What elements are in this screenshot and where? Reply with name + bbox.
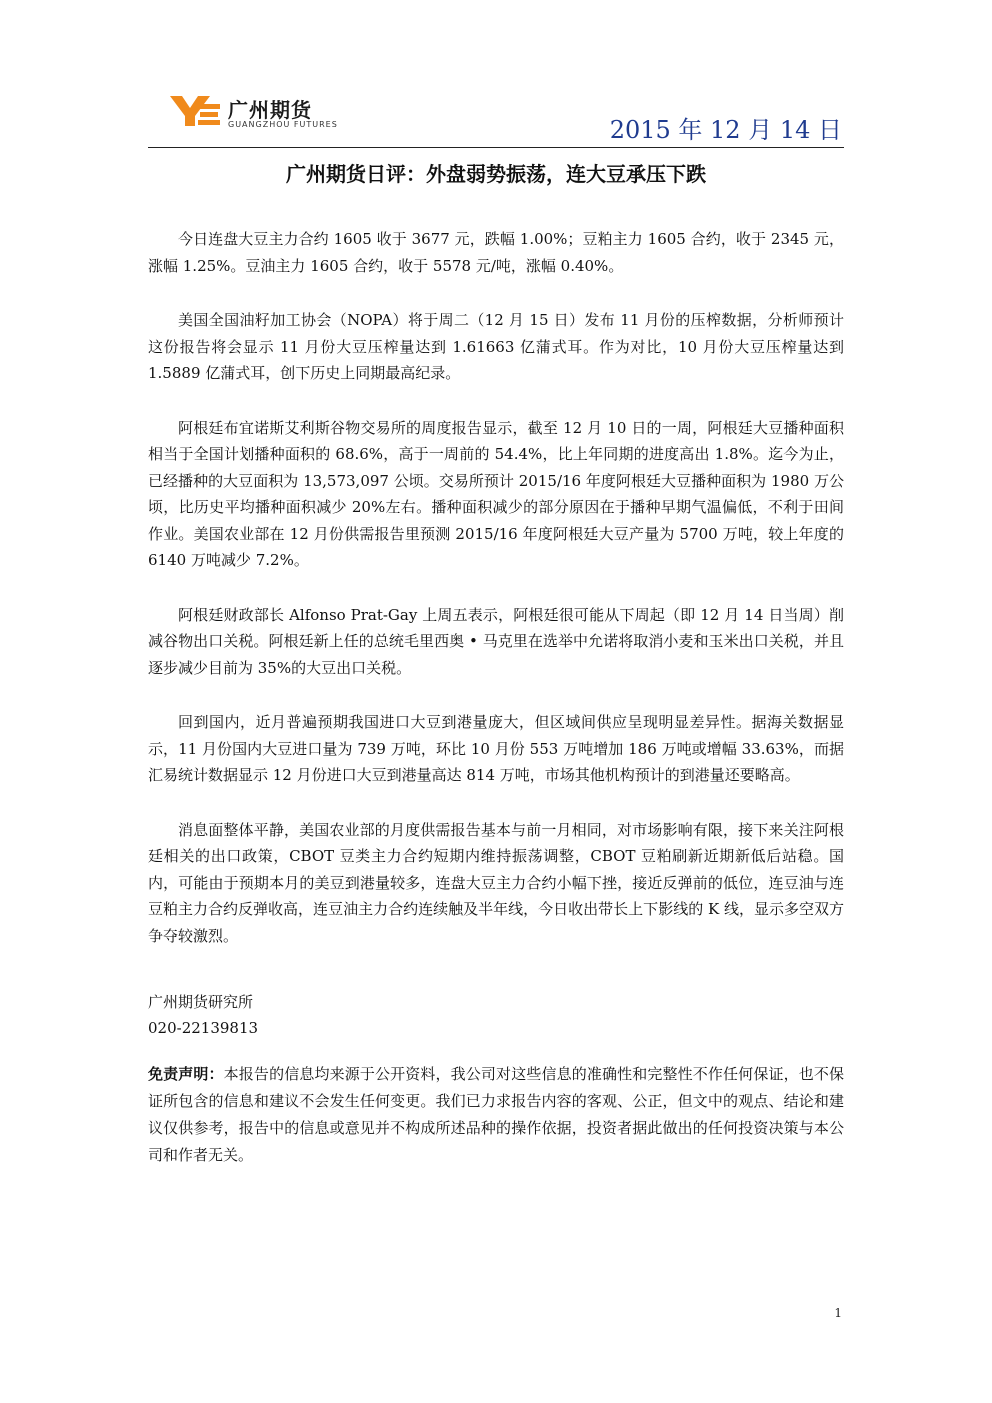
paragraph-nopa: 美国全国油籽加工协会（NOPA）将于周二（12 月 15 日）发布 11 月份的压榨数据，分析师预计这份报告将会显示 11 月份大豆压榨量达到 1.61663 亿蒲式耳。作为对比，10 月份大豆压榨量达到 1.5889 亿蒲式耳，创下历史上同期最高纪录。 [148,311,844,382]
page-header [148,82,844,148]
logo-mark-icon [168,90,224,130]
logo-english-name: GUANGZHOU FUTURES [228,120,338,129]
contact-phone: 020-22139813 [148,1019,259,1037]
report-body [148,226,844,1169]
paragraph-market-close: 今日连盘大豆主力合约 1605 收于 3677 元，跌幅 1.00%；豆粕主力 1605 合约，收于 2345 元，涨幅 1.25%。豆油主力 1605 合约，收于 5578 元/吨，涨幅 0.40%。 [148,230,844,275]
logo-chinese-name: 广州期货 [228,98,312,122]
paragraph-domestic-imports: 回到国内，近月普遍预期我国进口大豆到港量庞大，但区域间供应呈现明显差异性。据海关数据显示，11 月份国内大豆进口量为 739 万吨，环比 10 月份 553 万吨增加 186 万吨或增幅 33.63%，而据汇易统计数据显示 12 月份进口大豆到港量高达 814 万吨，市场其他机构预计的到港量还要略高。 [148,713,844,784]
paragraph-argentina-planting: 阿根廷布宜诺斯艾利斯谷物交易所的周度报告显示，截至 12 月 10 日的一周，阿根廷大豆播种面积相当于全国计划播种面积的 68.6%，高于一周前的 54.4%，比上年同期的进度高出 1.8%。迄今为止，已经播种的大豆面积为 13,573,097 公顷。交易所预计 2015/16 年度阿根廷大豆播种面积为 1980 万公顷，比历史平均播种面积减少 20%左右。播种面积减少的部分原因在于播种早期气温偏低，不利于田间作业。美国农业部在 12 月份供需报告里预测 2015/16 年度阿根廷大豆产量为 5700 万吨，较上年度的 6140 万吨减少 7.2%。 [148,418,844,569]
paragraph-argentina-tariff: 阿根廷财政部长 Alfonso Prat-Gay 上周五表示，阿根廷很可能从下周起（即 12 月 14 日当周）削减谷物出口关税。阿根廷新上任的总统毛里西奥 • 马克里在选举中允诺将取消小麦和玉米出口关税，并且逐步减少目前为 35%的大豆出口关税。 [148,605,844,677]
disclaimer-text: 本报告的信息均来源于公开资料，我公司对这些信息的准确性和完整性不作任何保证，也不保证所包含的信息和建议不会发生任何变更。我们已力求报告内容的客观、公正，但文中的观点、结论和建议仅供参考，报告中的信息或意见并不构成所述品种的操作依据，投资者据此做出的任何投资决策与本公司和作者无关。 [148,1065,844,1164]
contact-block [148,989,844,1041]
disclaimer-label: 免责声明： [148,1065,224,1083]
contact-organization: 广州期货研究所 [148,993,254,1011]
disclaimer [148,1061,844,1169]
company-logo [168,90,348,136]
paragraph-outlook: 消息面整体平静，美国农业部的月度供需报告基本与前一月相同，对市场影响有限，接下来关注阿根廷相关的出口政策，CBOT 豆类主力合约短期内维持振荡调整，CBOT 豆粕刷新近期新低后站稳。国内，可能由于预期本月的美豆到港量较多，连盘大豆主力合约小幅下挫，接近反弹前的低位，连豆油与连豆粕主力合约反弹收高，连豆油主力合约连续触及半年线，今日收出带长上下影线的 K 线，显示多空双方争夺较激烈。 [148,820,844,945]
report-title: 广州期货日评：外盘弱势振荡，连大豆承压下跌 [286,162,706,186]
report-date: 2015 年 12 月 14 日 [609,116,842,144]
header-divider [148,147,844,148]
page-number: 1 [834,1306,842,1320]
